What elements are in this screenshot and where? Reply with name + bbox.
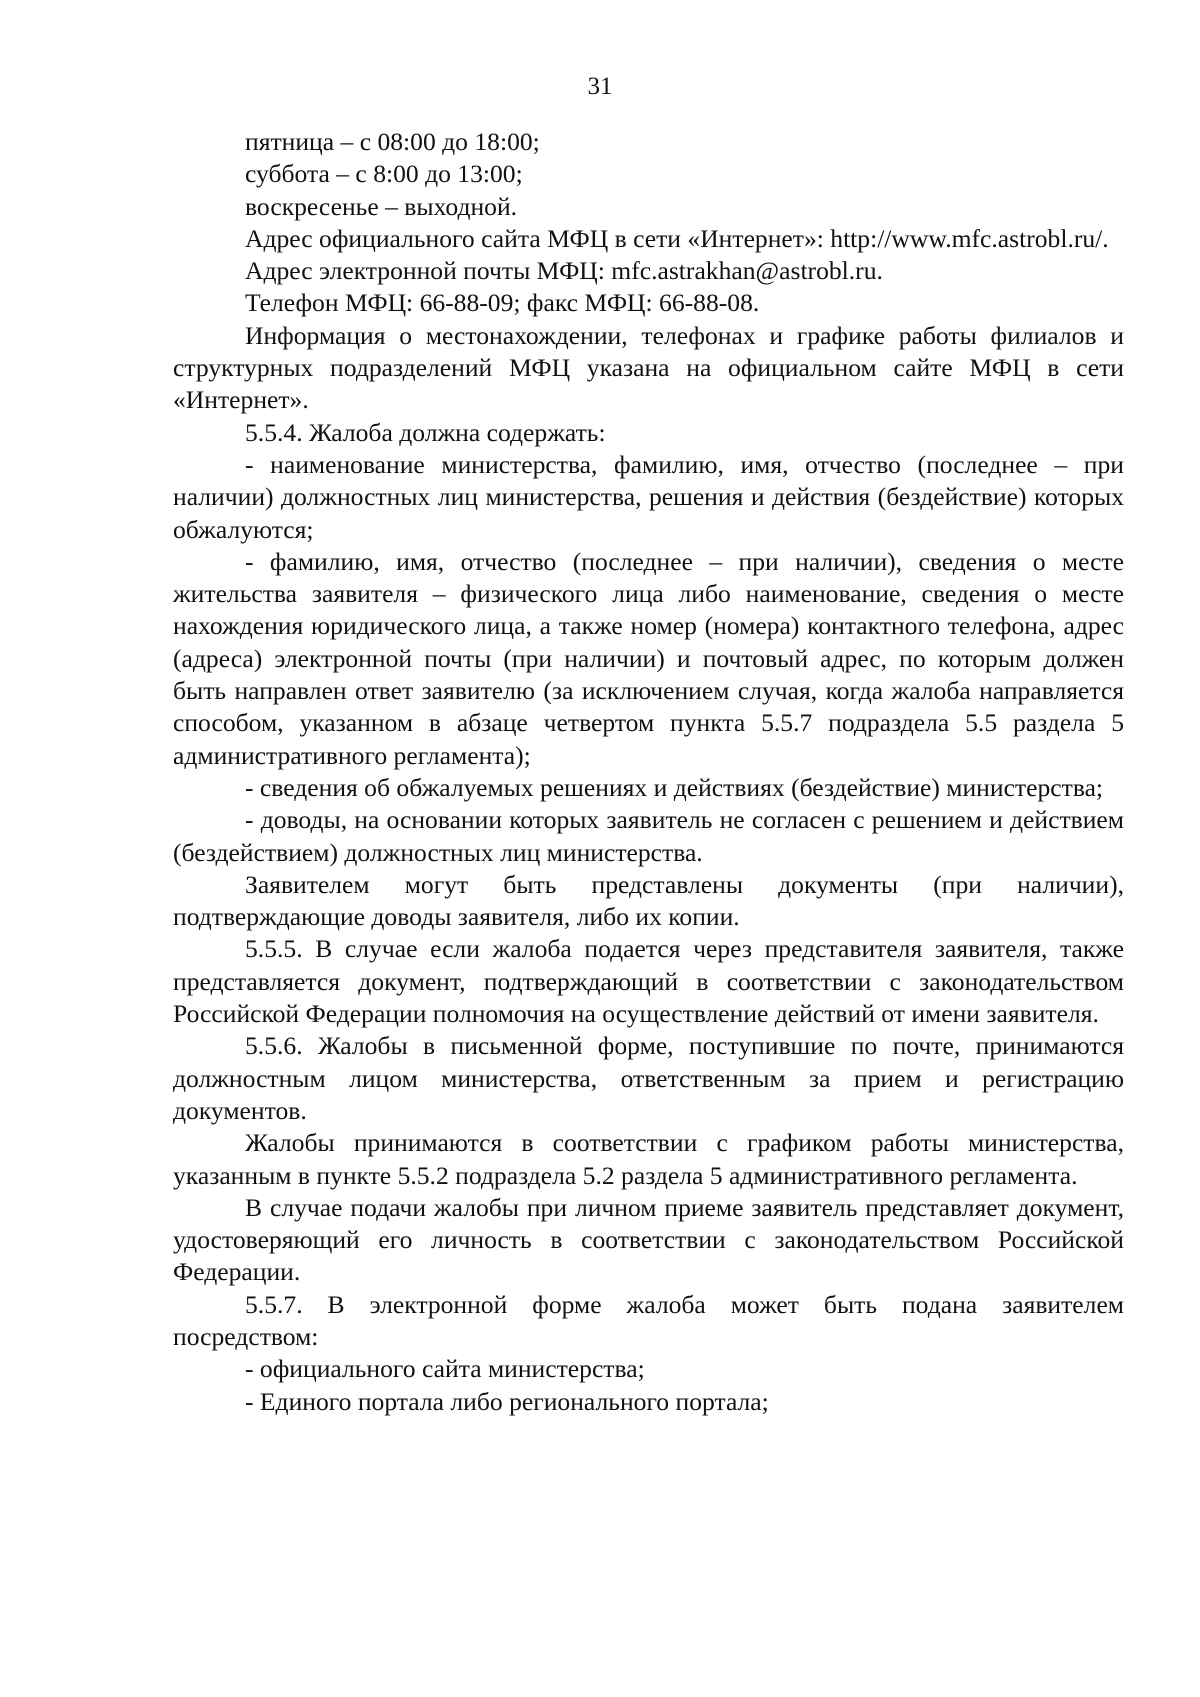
paragraph-supporting-documents: Заявителем могут быть представлены документы (при наличии), подтверждающие доводы заявителя, либо их копии. — [173, 869, 1124, 932]
paragraph-5-5-7-electronic-form: 5.5.7. В электронной форме жалоба может быть подана заявителем посредством: — [173, 1289, 1124, 1351]
paragraph-official-site-item: - официального сайта министерства; — [245, 1354, 645, 1384]
paragraph-mfc-email: Адрес электронной почты МФЦ: mfc.astrakhan@astrobl.ru. — [245, 256, 883, 286]
paragraph-complaints-schedule: Жалобы принимаются в соответствии с графиком работы министерства, указанным в пункте 5.5.2 подраздела 5.2 раздела 5 административного регламента. — [173, 1128, 1124, 1190]
paragraph-saturday-hours: суббота – с 8:00 до 13:00; — [245, 159, 523, 189]
paragraph-complaint-item-arguments: - доводы, на основании которых заявитель не согласен с решением и действием (бездействием) должностных лиц министерства. — [173, 805, 1124, 867]
paragraph-5-5-4-heading: 5.5.4. Жалоба должна содержать: — [245, 417, 606, 447]
paragraph-5-5-5-representative: 5.5.5. В случае если жалоба подается через представителя заявителя, также представляется документ, подтверждающий в соответствии с законодательством Российской Федерации полномочия на осуществление действий от имени заявителя. — [173, 934, 1124, 1029]
paragraph-mfc-phone: Телефон МФЦ: 66-88-09; факс МФЦ: 66-88-08. — [245, 288, 760, 318]
paragraph-friday-hours: пятница – с 08:00 до 18:00; — [245, 127, 540, 156]
paragraph-complaint-item-applicant: - фамилию, имя, отчество (последнее – при наличии), сведения о месте жительства заявителя – физического лица либо наименование, сведения о месте нахождения юридического лица, а также номер (номера) контактного телефона, адрес (адреса) электронной почты (при наличии) и почтовый адрес, по которым должен быть направлен ответ заявителю (за исключением случая, когда жалоба направляется способом, указанном в абзаце четвертом пункта 5.5.7 подраздела 5.5 раздела 5 административного регламента); — [173, 546, 1124, 770]
paragraph-complaint-item-decisions: - сведения об обжалуемых решениях и действиях (бездействие) министерства; — [245, 772, 1104, 802]
paragraph-complaint-item-ministry: - наименование министерства, фамилию, имя, отчество (последнее – при наличии) должностных лиц министерства, решения и действия (бездействие) которых обжалуются; — [173, 449, 1124, 544]
paragraph-mfc-website: Адрес официального сайта МФЦ в сети «Интернет»: http://www.mfc.astrobl.ru/. — [245, 223, 1109, 253]
paragraph-sunday-hours: воскресенье – выходной. — [245, 191, 518, 221]
paragraph-mfc-branches-info: Информация о местонахождении, телефонах и графике работы филиалов и структурных подразделений МФЦ указана на официальном сайте МФЦ в сети «Интернет». — [173, 320, 1124, 415]
page-number: 31 — [587, 73, 613, 100]
paragraph-portal-item: - Единого портала либо регионального портала; — [245, 1386, 769, 1416]
paragraph-5-5-6-written-complaints: 5.5.6. Жалобы в письменной форме, поступившие по почте, принимаются должностным лицом министерства, ответственным за прием и регистрацию документов. — [173, 1031, 1124, 1125]
paragraph-personal-reception: В случае подачи жалобы при личном приеме заявитель представляет документ, удостоверяющий его личность в соответствии с законодательством Российской Федерации. — [173, 1192, 1124, 1287]
document-body — [173, 126, 1124, 1418]
